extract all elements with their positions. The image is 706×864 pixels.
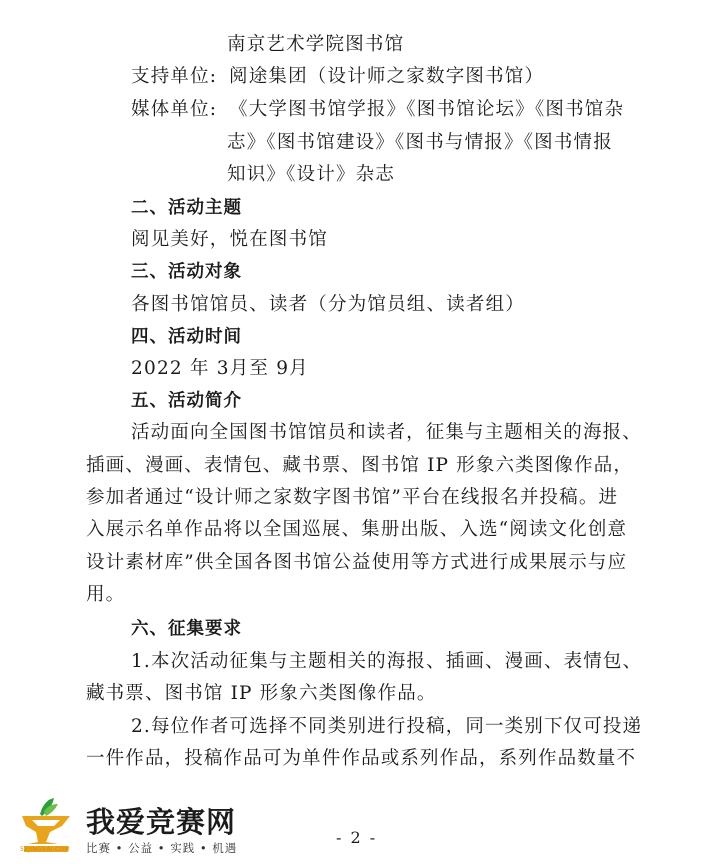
watermark-subtitle: 比赛 • 公益 • 实践 • 机遇 — [86, 841, 238, 855]
intro-line: 设计素材库”供全国各图书馆公益使用等方式进行成果展示与应 — [86, 552, 628, 573]
intro-line: 插画、漫画、表情包、藏书票、图书馆 IP 形象六类图像作品， — [86, 455, 634, 476]
time-text: 2022 年 3月至 9月 — [131, 358, 309, 379]
section-heading-theme: 二、活动主题 — [131, 198, 242, 218]
media-unit-line: 《大学图书馆学报》《图书馆论坛》《图书馆杂 — [229, 99, 625, 120]
section-heading-intro: 五、活动简介 — [131, 391, 242, 411]
requirement-line: 1.本次活动征集与主题相关的海报、插画、漫画、表情包、 — [131, 651, 643, 672]
intro-line: 参加者通过“设计师之家数字图书馆”平台在线报名并投稿。进 — [86, 487, 619, 508]
intro-line: 用。 — [86, 584, 126, 605]
media-unit-line: 知识》《设计》杂志 — [227, 164, 396, 185]
intro-line: 入展示名单作品将以全国巡展、集册出版、入选“阅读文化创意 — [86, 519, 628, 540]
support-unit-value: 阅途集团（设计师之家数字图书馆） — [229, 66, 545, 87]
section-heading-audience: 三、活动对象 — [131, 262, 242, 282]
organizer-continuation: 南京艺术学院图书馆 — [227, 34, 405, 55]
section-heading-time: 四、活动时间 — [131, 327, 242, 347]
requirement-line: 藏书票、图书馆 IP 形象六类图像作品。 — [86, 683, 437, 704]
requirement-line: 2.每位作者可选择不同类别进行投稿，同一类别下仅可投递 — [131, 716, 643, 737]
media-unit-row — [131, 98, 624, 122]
watermark-url: 52JINGSAI.COM — [20, 846, 71, 853]
page-number: - 2 - — [336, 828, 378, 847]
watermark-logo — [18, 796, 268, 860]
support-unit-label: 支持单位: — [131, 66, 218, 87]
section-heading-requirements: 六、征集要求 — [131, 619, 242, 639]
media-unit-label: 媒体单位: — [131, 99, 218, 120]
support-unit-row — [131, 65, 544, 89]
audience-text: 各图书馆馆员、读者（分为馆员组、读者组） — [131, 294, 526, 315]
watermark-title: 我爱竞赛网 — [86, 805, 237, 839]
intro-line: 活动面向全国图书馆馆员和读者，征集与主题相关的海报、 — [131, 422, 642, 443]
media-unit-line: 志》《图书馆建设》《图书与情报》《图书情报 — [227, 132, 613, 153]
requirement-line: 一件作品，投稿作品可为单件作品或系列作品，系列作品数量不 — [86, 748, 637, 769]
theme-text: 阅见美好，悦在图书馆 — [131, 229, 329, 250]
